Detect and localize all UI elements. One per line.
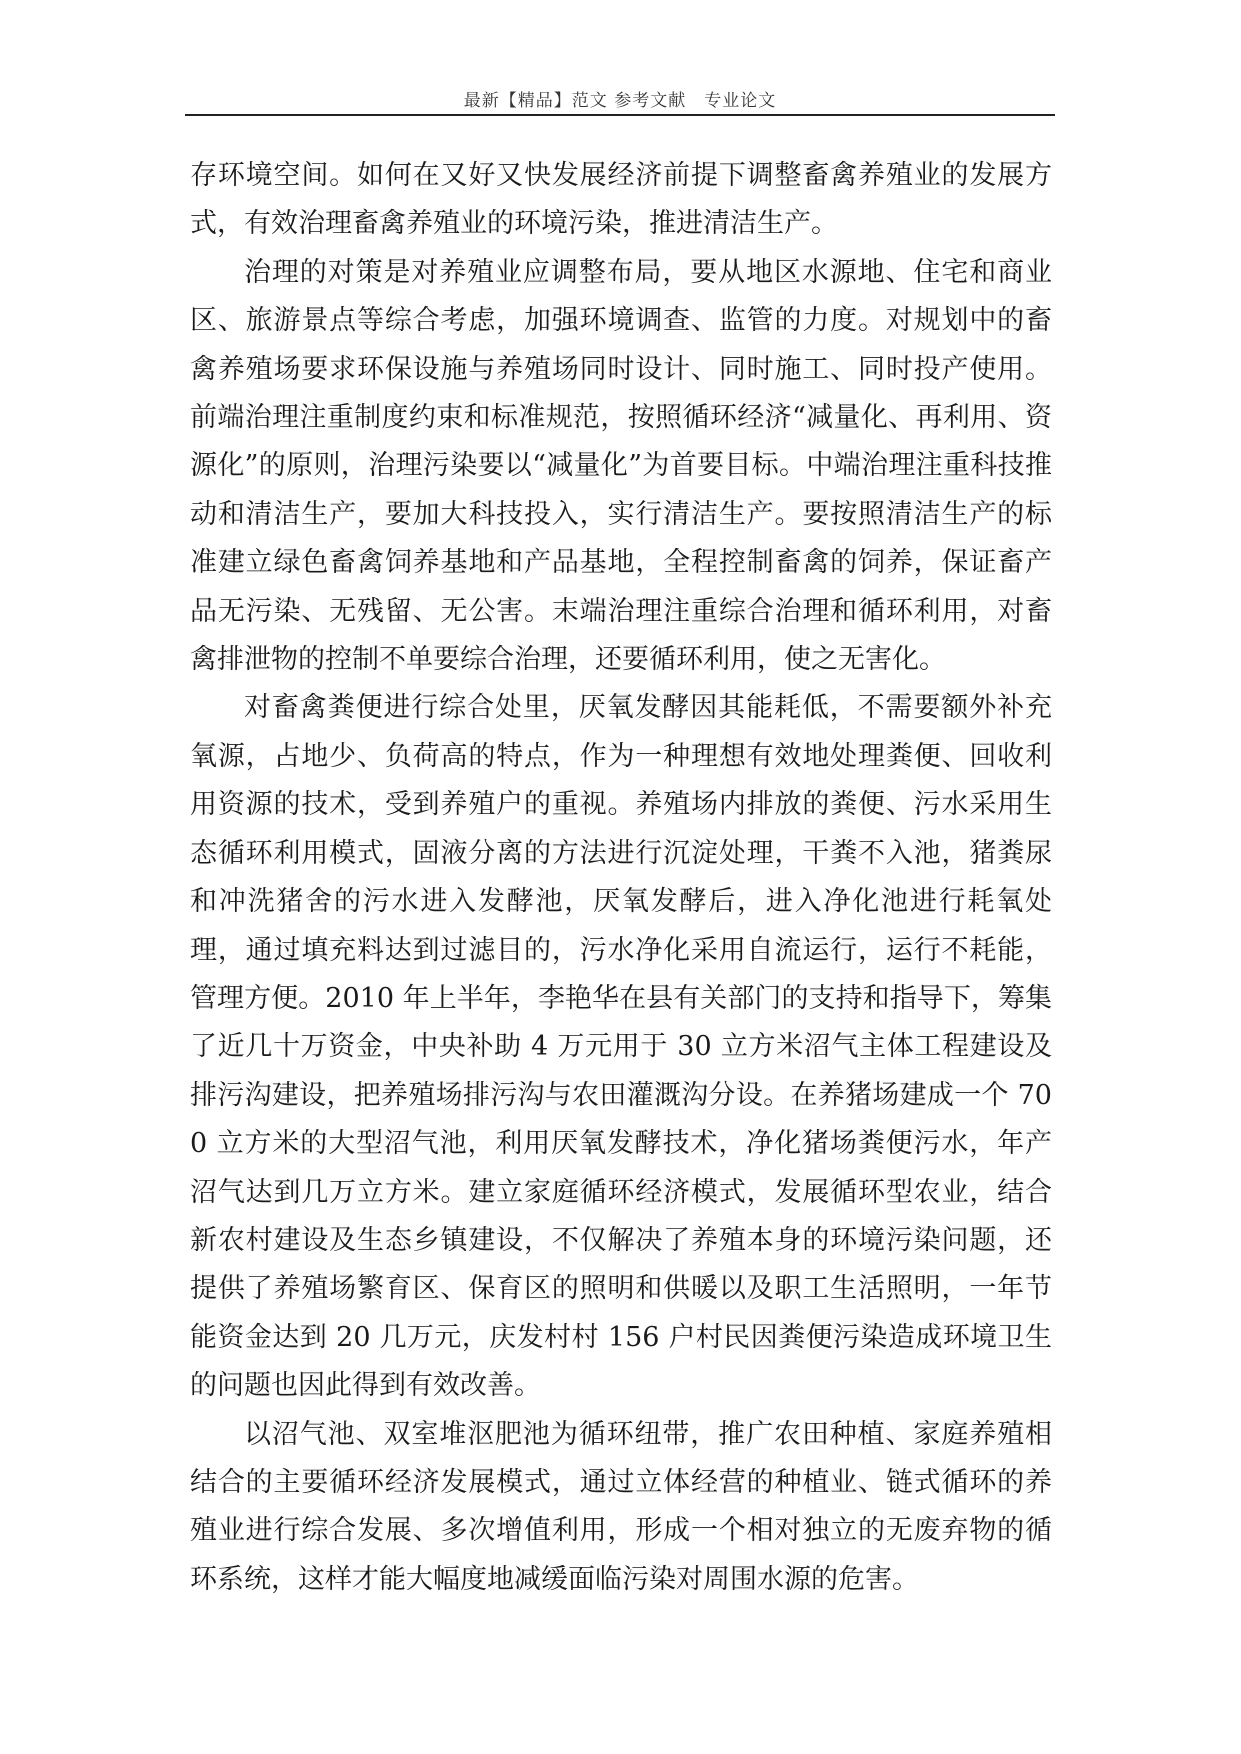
header-divider xyxy=(185,114,1055,116)
paragraph-3: 对畜禽粪便进行综合处里，厌氧发酵因其能耗低，不需要额外补充氧源，占地少、负荷高的特点，作为一种理想有效地处理粪便、回收利用资源的技术，受到养殖户的重视。养殖场内排放的粪便、污水采用生态循环利用模式，固液分离的方法进行沉淀处理，干粪不入池，猪粪尿和冲洗猪舍的污水进入发酵池，厌氧发酵后，进入净化池进行耗氧处理，通过填充料达到过滤目的，污水净化采用自流运行，运行不耗能，管理方便。2010 年上半年，李艳华在县有关部门的支持和指导下，筹集了近几十万资金，中央补助 4 万元用于 30 立方米沼气主体工程建设及排污沟建设，把养殖场排污沟与农田灌溉沟分设。在养猪场建成一个 700 立方米的大型沼气池，利用厌氧发酵技术，净化猪场粪便污水，年产沼气达到几万立方米。建立家庭循环经济模式，发展循环型农业，结合新农村建设及生态乡镇建设，不仅解决了养殖本身的环境污染问题，还提供了养殖场繁育区、保育区的照明和供暖以及职工生活照明，一年节能资金达到 20 几万元，庆发村村 156 户村民因粪便污染造成环境卫生的问题也因此得到有效改善。 xyxy=(190,692,1052,1402)
paragraph-1: 存环境空间。如何在又好又快发展经济前提下调整畜禽养殖业的发展方式，有效治理畜禽养殖业的环境污染，推进清洁生产。 xyxy=(190,160,1052,240)
paragraph-4: 以沼气池、双室堆沤肥池为循环纽带，推广农田种植、家庭养殖相结合的主要循环经济发展模式，通过立体经营的种植业、链式循环的养殖业进行综合发展、多次增值利用，形成一个相对独立的无废弃物的循环系统，这样才能大幅度地减缓面临污染对周围水源的危害。 xyxy=(190,1418,1052,1595)
document-body xyxy=(190,152,1052,1604)
paragraph-2: 治理的对策是对养殖业应调整布局，要从地区水源地、住宅和商业区、旅游景点等综合考虑，加强环境调查、监管的力度。对规划中的畜禽养殖场要求环保设施与养殖场同时设计、同时施工、同时投产使用。前端治理注重制度约束和标准规范，按照循环经济“减量化、再利用、资源化”的原则，治理污染要以“减量化”为首要目标。中端治理注重科技推动和清洁生产，要加大科技投入，实行清洁生产。要按照清洁生产的标准建立绿色畜禽饲养基地和产品基地，全程控制畜禽的饲养，保证畜产品无污染、无残留、无公害。末端治理注重综合治理和循环利用，对畜禽排泄物的控制不单要综合治理，还要循环利用，使之无害化。 xyxy=(190,256,1052,676)
page-header: 最新【精品】范文 参考文献 专业论文 xyxy=(463,91,777,111)
